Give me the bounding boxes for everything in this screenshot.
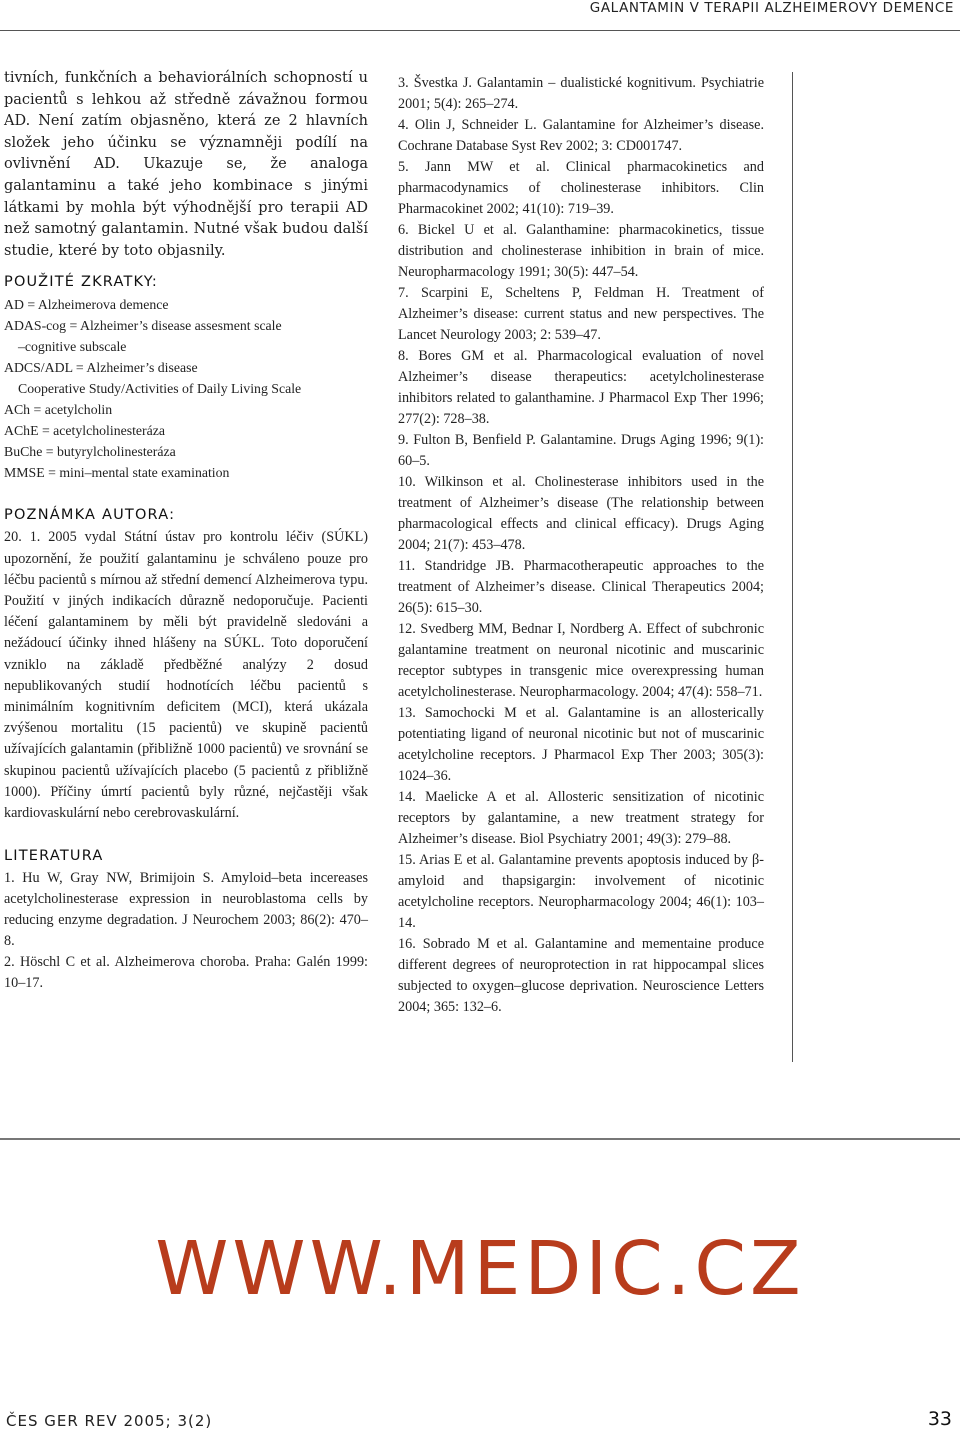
left-column xyxy=(4,68,368,994)
content-bottom-divider xyxy=(0,1138,960,1140)
reference-item: 6. Bickel U et al. Galanthamine: pharmacokinetics, tissue distribution and cholinesterase inhibition in brain of mice. Neuropharmacology 1991; 30(5): 447–54. xyxy=(398,222,764,280)
abbreviation-item: AD = Alzheimerova demence xyxy=(4,297,169,313)
reference-list-left xyxy=(4,868,368,994)
reference-item: 4. Olin J, Schneider L. Galantamine for Alzheimer’s disease. Cochrane Database Syst Rev 2002; 3: CD001747. xyxy=(398,117,764,154)
reference-item: 12. Svedberg MM, Bednar I, Nordberg A. Effect of subchronic galantamine treatment on neuronal nicotinic and muscarinic receptor subtypes in transgenic mice overexpressing human acetylcholinesterase. Neuropharmacology. 2004; 47(4): 558–71. xyxy=(398,621,764,700)
reference-item: 3. Švestka J. Galantamin – dualistické kognitivum. Psychiatrie 2001; 5(4): 265–274. xyxy=(398,75,764,112)
abbreviation-item: –cognitive subscale xyxy=(18,339,127,355)
running-header-title: GALANTAMIN V TERAPII ALZHEIMEROVY DEMENCE xyxy=(589,0,954,16)
abbreviations-heading: POUŽITÉ ZKRATKY: xyxy=(4,274,158,291)
reference-item: 2. Höschl C et al. Alzheimerova choroba. Praha: Galén 1999: 10–17. xyxy=(4,954,368,992)
reference-item: 11. Standridge JB. Pharmacotherapeutic approaches to the treatment of Alzheimer’s disease. Clinical Therapeutics 2004; 26(5): 615–30. xyxy=(398,558,764,616)
abbreviation-item: ADCS/ADL = Alzheimer’s disease xyxy=(4,360,198,376)
reference-item: 8. Bores GM et al. Pharmacological evaluation of novel Alzheimer’s disease therapeutics: acetylcholinesterase inhibitors related to galanthamine. J Pharmacol Exp Ther 1996; 277(2): 728–38. xyxy=(398,348,764,427)
abbreviation-item: Cooperative Study/Activities of Daily Living Scale xyxy=(18,381,302,397)
reference-item: 15. Arias E et al. Galantamine prevents apoptosis induced by β-amyloid and thapsigargin: involvement of nicotinic acetylcholine receptors. Neuropharmacology 2004; 46(1): 103–14. xyxy=(398,852,764,931)
reference-item: 9. Fulton B, Benfield P. Galantamine. Drugs Aging 1996; 9(1): 60–5. xyxy=(398,432,764,469)
reference-item: 10. Wilkinson et al. Cholinesterase inhibitors used in the treatment of Alzheimer’s disease (The relationship between pharmacological effects and clinical efficacy). Drugs Aging 2004; 21(7): 453–478. xyxy=(398,474,764,553)
author-note-heading: POZNÁMKA AUTORA: xyxy=(4,507,176,524)
reference-item: 16. Sobrado M et al. Galantamine and mementaine produce different degrees of neuroprotection in rat hippocampal slices subjected to oxygen–glucose deprivation. Neuroscience Letters 2004; 365: 132–6. xyxy=(398,936,764,1015)
abbreviations-list xyxy=(4,294,368,483)
abbreviation-item: ADAS-cog = Alzheimer’s disease assesment scale xyxy=(4,318,282,334)
column-margin-rule xyxy=(792,72,793,1062)
reference-item: 13. Samochocki M et al. Galantamine is an allosterically potentiating ligand of neuronal nicotinic but not of muscarinic acetylcholine receptors. J Pharmacol Exp Ther 2003; 305(3): 1024–36. xyxy=(398,705,764,784)
reference-item: 5. Jann MW et al. Clinical pharmacokinetics and pharmacodynamics of cholinesterase inhibitors. Clin Pharmacokinet 2002; 41(10): 719–39. xyxy=(398,159,764,217)
reference-list-right xyxy=(398,73,764,1018)
abbreviation-item: AChE = acetylcholinesteráza xyxy=(4,423,166,439)
reference-item: 14. Maelicke A et al. Allosteric sensitization of nicotinic receptors by galantamine, a new treatment strategy for Alzheimer’s disease. Biol Psychiatry 2001; 49(3): 279–88. xyxy=(398,789,764,847)
website-banner[interactable]: WWW.MEDIC.CZ xyxy=(155,1226,805,1312)
right-column xyxy=(398,73,764,1018)
header-divider xyxy=(0,30,960,31)
reference-item: 1. Hu W, Gray NW, Brimijoin S. Amyloid–beta incereases acetylcholinesterase expression in neuroblastoma cells by reducing enzyme degradation. J Neurochem 2003; 86(2): 470–8. xyxy=(4,870,368,950)
abbreviation-item: ACh = acetylcholin xyxy=(4,402,113,418)
page-number: 33 xyxy=(927,1408,952,1430)
literature-heading: LITERATURA xyxy=(4,848,104,865)
abbreviation-item: BuChe = butyrylcholinesteráza xyxy=(4,444,176,460)
reference-item: 7. Scarpini E, Scheltens P, Feldman H. Treatment of Alzheimer’s disease: current status and new perspectives. The Lancet Neurology 2003; 2: 539–47. xyxy=(398,285,764,343)
intro-paragraph: tivních, funkčních a behaviorálních schopností u pacientů s lehkou až středně závažnou formou AD. Není zatím objasněno, která ze 2 hlavních složek jeho účinku se významněji podílí na ovlivnění AD. Ukazuje se, že analoga galantaminu a také jeho kombinace s jinými látkami by mohla být výhodnější pro terapii AD než samotný galantamin. Nutné však budou další studie, které by toto objasnily. xyxy=(4,70,368,259)
author-note-paragraph: 20. 1. 2005 vydal Státní ústav pro kontrolu léčiv (SÚKL) upozornění, že použití galantaminu je schváleno pouze pro léčbu pacientů s mírnou až střední demencí Alzheimerova typu. Použití v jiných indikacích důrazně nedoporučuje. Pacienti léčení galantaminem by měli být pravidelně sledováni a nežádoucí účinky ihned hlášeny na SÚKL. Toto doporučení vzniklo na základě předběžné analýzy 2 dosud nepublikovaných studií hodnotících léčbu pacientů s minimálním kognitivním deficitem (MCI), která ukázala zvýšenou mortalitu (15 pacientů) ve skupině pacientů užívajících galantamin (přibližně 1000 pacientů) ve srovnání se skupinou pacientů užívajících placebo (5 pacientů z přibližně 1000). Příčiny úmrtí pacientů byly různé, nejčastěji však kardiovaskulární nebo cerebrovaskulární. xyxy=(4,529,368,821)
journal-citation: ČES GER REV 2005; 3(2) xyxy=(6,1412,213,1430)
abbreviation-item: MMSE = mini–mental state examination xyxy=(4,465,230,481)
